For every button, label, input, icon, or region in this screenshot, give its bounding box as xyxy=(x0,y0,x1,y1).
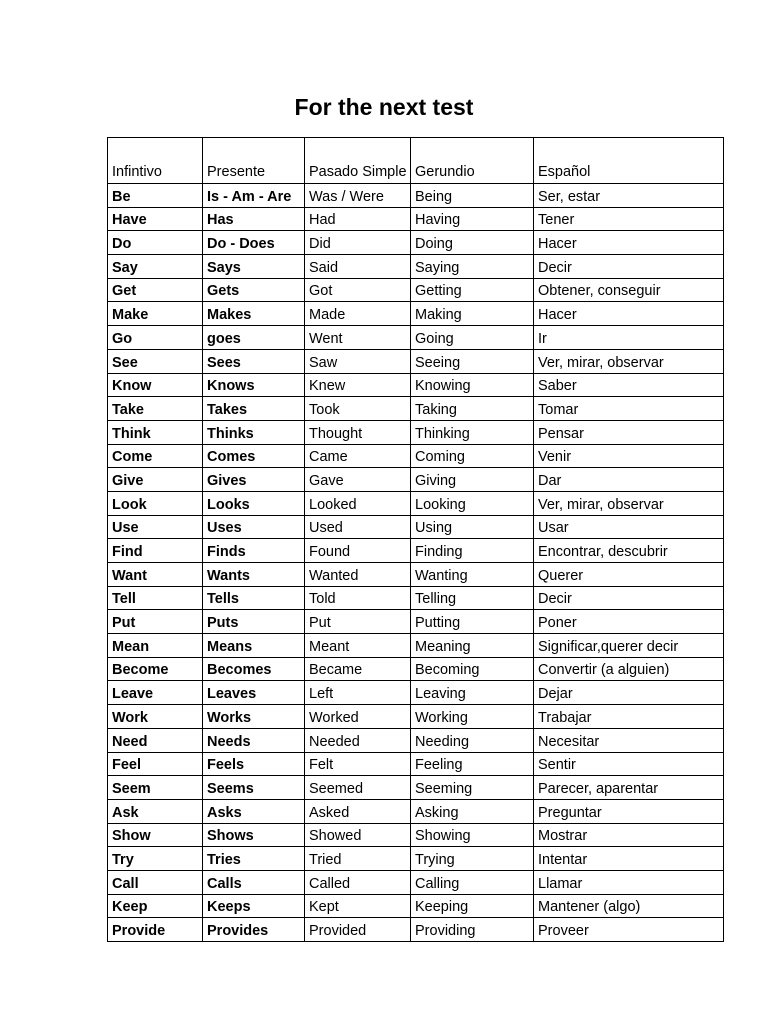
cell-espanol: Venir xyxy=(534,444,724,468)
cell-presente: Knows xyxy=(203,373,305,397)
cell-espanol: Usar xyxy=(534,515,724,539)
cell-presente: Shows xyxy=(203,823,305,847)
cell-gerundio: Meaning xyxy=(411,634,534,658)
cell-presente: Looks xyxy=(203,491,305,515)
page-title: For the next test xyxy=(294,94,474,120)
cell-espanol: Significar,querer decir xyxy=(534,634,724,658)
cell-espanol: Trabajar xyxy=(534,705,724,729)
cell-infinitivo: Make xyxy=(108,302,203,326)
cell-gerundio: Putting xyxy=(411,610,534,634)
cell-presente: Is - Am - Are xyxy=(203,184,305,208)
table-row xyxy=(108,918,724,942)
cell-presente: Tries xyxy=(203,847,305,871)
cell-espanol: Llamar xyxy=(534,870,724,894)
cell-gerundio: Taking xyxy=(411,397,534,421)
cell-presente: Needs xyxy=(203,728,305,752)
cell-pasado-simple: Meant xyxy=(305,634,411,658)
cell-espanol: Mostrar xyxy=(534,823,724,847)
cell-pasado-simple: Told xyxy=(305,586,411,610)
cell-espanol: Ver, mirar, observar xyxy=(534,349,724,373)
table-row xyxy=(108,657,724,681)
cell-pasado-simple: Kept xyxy=(305,894,411,918)
cell-infinitivo: Take xyxy=(108,397,203,421)
cell-pasado-simple: Called xyxy=(305,870,411,894)
table-row xyxy=(108,563,724,587)
header-gerundio: Gerundio xyxy=(411,138,534,184)
cell-infinitivo: Think xyxy=(108,420,203,444)
cell-presente: Gives xyxy=(203,468,305,492)
cell-presente: Keeps xyxy=(203,894,305,918)
cell-presente: Provides xyxy=(203,918,305,942)
table-row xyxy=(108,776,724,800)
cell-pasado-simple: Came xyxy=(305,444,411,468)
table-row xyxy=(108,491,724,515)
cell-infinitivo: Become xyxy=(108,657,203,681)
cell-gerundio: Calling xyxy=(411,870,534,894)
cell-infinitivo: Put xyxy=(108,610,203,634)
cell-gerundio: Telling xyxy=(411,586,534,610)
cell-pasado-simple: Put xyxy=(305,610,411,634)
cell-presente: Wants xyxy=(203,563,305,587)
cell-presente: Sees xyxy=(203,349,305,373)
cell-espanol: Parecer, aparentar xyxy=(534,776,724,800)
table-row xyxy=(108,728,724,752)
cell-gerundio: Giving xyxy=(411,468,534,492)
cell-presente: Finds xyxy=(203,539,305,563)
cell-gerundio: Showing xyxy=(411,823,534,847)
cell-gerundio: Coming xyxy=(411,444,534,468)
cell-pasado-simple: Found xyxy=(305,539,411,563)
table-row xyxy=(108,468,724,492)
cell-pasado-simple: Made xyxy=(305,302,411,326)
cell-presente: Has xyxy=(203,207,305,231)
cell-gerundio: Seeming xyxy=(411,776,534,800)
cell-gerundio: Knowing xyxy=(411,373,534,397)
table-row xyxy=(108,349,724,373)
cell-espanol: Dar xyxy=(534,468,724,492)
cell-espanol: Ir xyxy=(534,326,724,350)
cell-espanol: Sentir xyxy=(534,752,724,776)
cell-infinitivo: Ask xyxy=(108,799,203,823)
cell-pasado-simple: Went xyxy=(305,326,411,350)
cell-presente: Tells xyxy=(203,586,305,610)
cell-infinitivo: Keep xyxy=(108,894,203,918)
cell-espanol: Obtener, conseguir xyxy=(534,278,724,302)
cell-presente: Puts xyxy=(203,610,305,634)
cell-espanol: Hacer xyxy=(534,302,724,326)
cell-presente: Asks xyxy=(203,799,305,823)
cell-gerundio: Getting xyxy=(411,278,534,302)
table-row xyxy=(108,373,724,397)
cell-infinitivo: Seem xyxy=(108,776,203,800)
cell-gerundio: Providing xyxy=(411,918,534,942)
cell-infinitivo: Show xyxy=(108,823,203,847)
cell-gerundio: Wanting xyxy=(411,563,534,587)
cell-pasado-simple: Tried xyxy=(305,847,411,871)
cell-pasado-simple: Needed xyxy=(305,728,411,752)
cell-pasado-simple: Wanted xyxy=(305,563,411,587)
cell-espanol: Hacer xyxy=(534,231,724,255)
cell-infinitivo: Come xyxy=(108,444,203,468)
cell-infinitivo: Need xyxy=(108,728,203,752)
cell-espanol: Querer xyxy=(534,563,724,587)
cell-pasado-simple: Became xyxy=(305,657,411,681)
cell-presente: goes xyxy=(203,326,305,350)
cell-presente: Makes xyxy=(203,302,305,326)
table-row xyxy=(108,302,724,326)
table-row xyxy=(108,539,724,563)
cell-gerundio: Becoming xyxy=(411,657,534,681)
cell-infinitivo: Be xyxy=(108,184,203,208)
table-row xyxy=(108,681,724,705)
cell-espanol: Dejar xyxy=(534,681,724,705)
cell-pasado-simple: Left xyxy=(305,681,411,705)
header-pasado-simple: Pasado Simple xyxy=(305,138,411,184)
cell-presente: Gets xyxy=(203,278,305,302)
cell-gerundio: Doing xyxy=(411,231,534,255)
cell-presente: Comes xyxy=(203,444,305,468)
table-row xyxy=(108,420,724,444)
cell-gerundio: Going xyxy=(411,326,534,350)
cell-infinitivo: Use xyxy=(108,515,203,539)
table-row xyxy=(108,705,724,729)
table-row xyxy=(108,610,724,634)
cell-espanol: Convertir (a alguien) xyxy=(534,657,724,681)
cell-pasado-simple: Thought xyxy=(305,420,411,444)
header-espanol: Español xyxy=(534,138,724,184)
table-row xyxy=(108,444,724,468)
table-header xyxy=(108,138,724,184)
cell-espanol: Proveer xyxy=(534,918,724,942)
cell-pasado-simple: Used xyxy=(305,515,411,539)
cell-pasado-simple: Saw xyxy=(305,349,411,373)
cell-gerundio: Thinking xyxy=(411,420,534,444)
cell-infinitivo: Give xyxy=(108,468,203,492)
cell-gerundio: Leaving xyxy=(411,681,534,705)
cell-infinitivo: See xyxy=(108,349,203,373)
cell-presente: Means xyxy=(203,634,305,658)
cell-infinitivo: Work xyxy=(108,705,203,729)
cell-presente: Says xyxy=(203,255,305,279)
cell-pasado-simple: Did xyxy=(305,231,411,255)
table-row xyxy=(108,823,724,847)
cell-gerundio: Looking xyxy=(411,491,534,515)
cell-presente: Works xyxy=(203,705,305,729)
cell-gerundio: Feeling xyxy=(411,752,534,776)
cell-espanol: Tomar xyxy=(534,397,724,421)
cell-gerundio: Working xyxy=(411,705,534,729)
cell-pasado-simple: Was / Were xyxy=(305,184,411,208)
cell-infinitivo: Have xyxy=(108,207,203,231)
table-row xyxy=(108,515,724,539)
cell-pasado-simple: Looked xyxy=(305,491,411,515)
cell-gerundio: Asking xyxy=(411,799,534,823)
cell-pasado-simple: Provided xyxy=(305,918,411,942)
cell-infinitivo: Want xyxy=(108,563,203,587)
cell-gerundio: Trying xyxy=(411,847,534,871)
table-row xyxy=(108,799,724,823)
cell-infinitivo: Find xyxy=(108,539,203,563)
cell-gerundio: Being xyxy=(411,184,534,208)
cell-espanol: Decir xyxy=(534,255,724,279)
cell-infinitivo: Call xyxy=(108,870,203,894)
cell-pasado-simple: Got xyxy=(305,278,411,302)
cell-pasado-simple: Said xyxy=(305,255,411,279)
cell-infinitivo: Tell xyxy=(108,586,203,610)
cell-pasado-simple: Had xyxy=(305,207,411,231)
table-row xyxy=(108,894,724,918)
cell-pasado-simple: Seemed xyxy=(305,776,411,800)
cell-espanol: Intentar xyxy=(534,847,724,871)
cell-espanol: Mantener (algo) xyxy=(534,894,724,918)
cell-gerundio: Having xyxy=(411,207,534,231)
cell-espanol: Preguntar xyxy=(534,799,724,823)
cell-infinitivo: Leave xyxy=(108,681,203,705)
cell-gerundio: Making xyxy=(411,302,534,326)
table-row xyxy=(108,586,724,610)
cell-gerundio: Needing xyxy=(411,728,534,752)
cell-gerundio: Seeing xyxy=(411,349,534,373)
cell-gerundio: Saying xyxy=(411,255,534,279)
cell-presente: Leaves xyxy=(203,681,305,705)
cell-infinitivo: Know xyxy=(108,373,203,397)
table-row xyxy=(108,752,724,776)
cell-espanol: Encontrar, descubrir xyxy=(534,539,724,563)
cell-infinitivo: Try xyxy=(108,847,203,871)
cell-pasado-simple: Felt xyxy=(305,752,411,776)
cell-infinitivo: Do xyxy=(108,231,203,255)
table-row xyxy=(108,847,724,871)
cell-infinitivo: Look xyxy=(108,491,203,515)
cell-espanol: Ver, mirar, observar xyxy=(534,491,724,515)
cell-infinitivo: Say xyxy=(108,255,203,279)
cell-pasado-simple: Knew xyxy=(305,373,411,397)
table-row xyxy=(108,184,724,208)
cell-presente: Uses xyxy=(203,515,305,539)
cell-presente: Do - Does xyxy=(203,231,305,255)
cell-presente: Takes xyxy=(203,397,305,421)
table-row xyxy=(108,207,724,231)
cell-espanol: Ser, estar xyxy=(534,184,724,208)
cell-espanol: Decir xyxy=(534,586,724,610)
header-infinitivo: Infintivo xyxy=(108,138,203,184)
cell-presente: Becomes xyxy=(203,657,305,681)
cell-pasado-simple: Took xyxy=(305,397,411,421)
cell-pasado-simple: Showed xyxy=(305,823,411,847)
cell-espanol: Saber xyxy=(534,373,724,397)
header-row xyxy=(108,138,724,184)
cell-espanol: Tener xyxy=(534,207,724,231)
header-presente: Presente xyxy=(203,138,305,184)
cell-infinitivo: Get xyxy=(108,278,203,302)
cell-espanol: Necesitar xyxy=(534,728,724,752)
table-row xyxy=(108,231,724,255)
cell-espanol: Poner xyxy=(534,610,724,634)
cell-pasado-simple: Worked xyxy=(305,705,411,729)
table-row xyxy=(108,634,724,658)
verb-table xyxy=(107,137,724,942)
cell-pasado-simple: Gave xyxy=(305,468,411,492)
cell-presente: Calls xyxy=(203,870,305,894)
cell-espanol: Pensar xyxy=(534,420,724,444)
cell-infinitivo: Mean xyxy=(108,634,203,658)
table-row xyxy=(108,870,724,894)
table-row xyxy=(108,397,724,421)
table-row xyxy=(108,255,724,279)
cell-gerundio: Using xyxy=(411,515,534,539)
table-row xyxy=(108,326,724,350)
table-row xyxy=(108,278,724,302)
cell-presente: Thinks xyxy=(203,420,305,444)
table-body xyxy=(108,184,724,942)
cell-infinitivo: Go xyxy=(108,326,203,350)
cell-presente: Seems xyxy=(203,776,305,800)
cell-gerundio: Keeping xyxy=(411,894,534,918)
cell-infinitivo: Provide xyxy=(108,918,203,942)
cell-gerundio: Finding xyxy=(411,539,534,563)
cell-pasado-simple: Asked xyxy=(305,799,411,823)
cell-presente: Feels xyxy=(203,752,305,776)
cell-infinitivo: Feel xyxy=(108,752,203,776)
